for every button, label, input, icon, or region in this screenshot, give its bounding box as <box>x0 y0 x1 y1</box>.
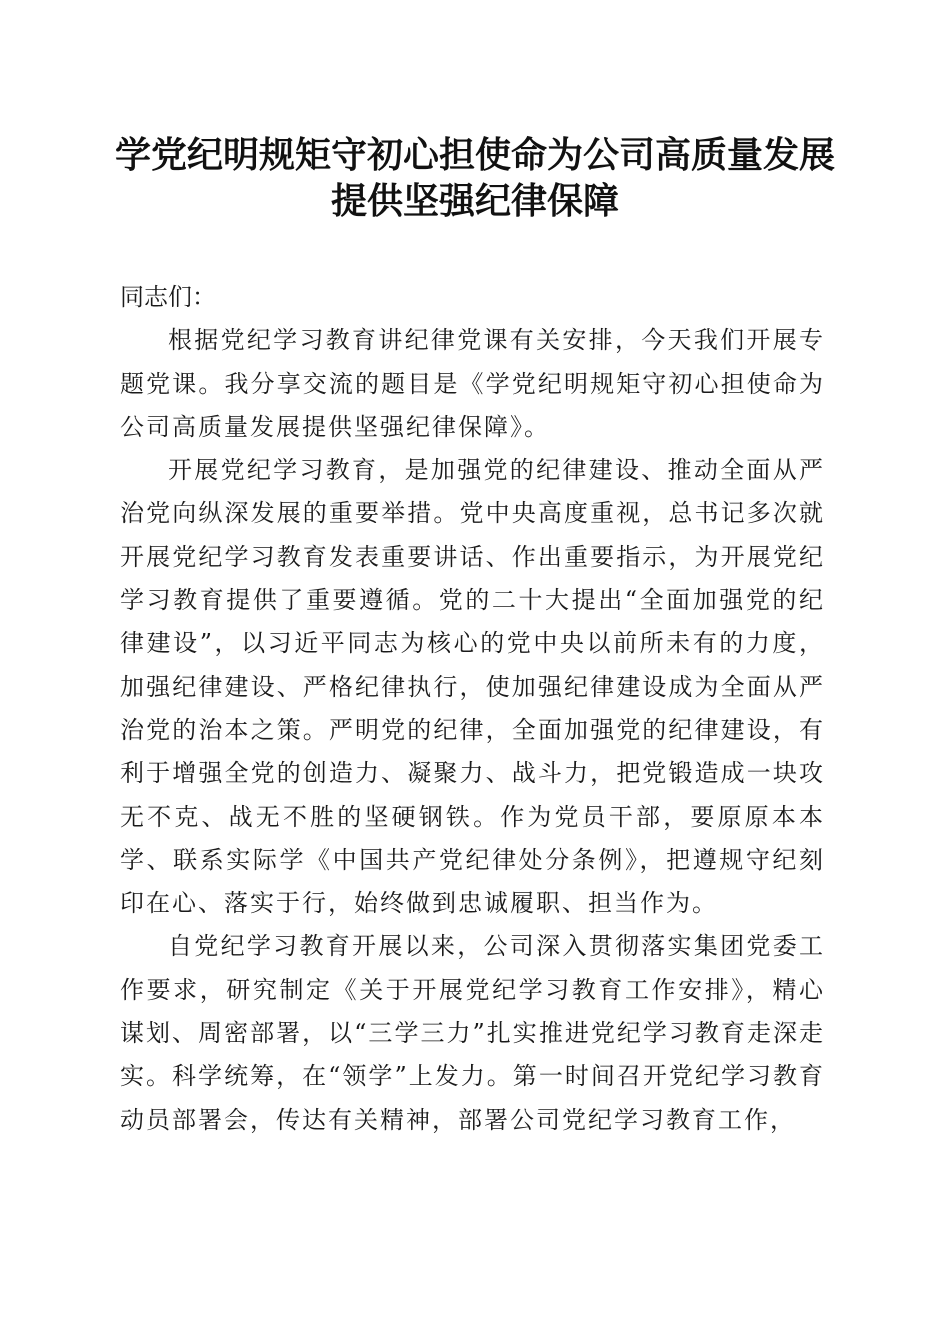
salutation: 同志们： <box>120 283 216 311</box>
paragraph-3: 自党纪学习教育开展以来，公司深入贯彻落实集团党委工作要求，研究制定《关于开展党纪学习教育工作安排》，精心谋划、周密部署，以“三学三力”扎实推进党纪学习教育走深走实。科学统筹，在“领学”上发力。第一时间召开党纪学习教育动员部署会，传达有关精神，部署公司党纪学习教育工作， <box>120 932 825 1134</box>
paragraph-1: 根据党纪学习教育讲纪律党课有关安排，今天我们开展专题党课。我分享交流的题目是《学党纪明规矩守初心担使命为公司高质量发展提供坚强纪律保障》。 <box>120 326 825 441</box>
document-title <box>90 132 860 224</box>
paragraph-2: 开展党纪学习教育，是加强党的纪律建设、推动全面从严治党向纵深发展的重要举措。党中央高度重视，总书记多次就开展党纪学习教育发表重要讲话、作出重要指示，为开展党纪学习教育提供了重要遵循。党的二十大提出“全面加强党的纪律建设”，以习近平同志为核心的党中央以前所未有的力度，加强纪律建设、严格纪律执行，使加强纪律建设成为全面从严治党的治本之策。严明党的纪律，全面加强党的纪律建设，有利于增强全党的创造力、凝聚力、战斗力，把党锻造成一块攻无不克、战无不胜的坚硬钢铁。作为党员干部，要原原本本学、联系实际学《中国共产党纪律处分条例》，把遵规守纪刻印在心、落实于行，始终做到忠诚履职、担当作为。 <box>120 456 825 918</box>
title-line-2: 提供坚强纪律保障 <box>330 180 619 222</box>
document-body <box>120 276 825 1142</box>
title-line-1: 学党纪明规矩守初心担使命为公司高质量发展 <box>114 134 835 176</box>
